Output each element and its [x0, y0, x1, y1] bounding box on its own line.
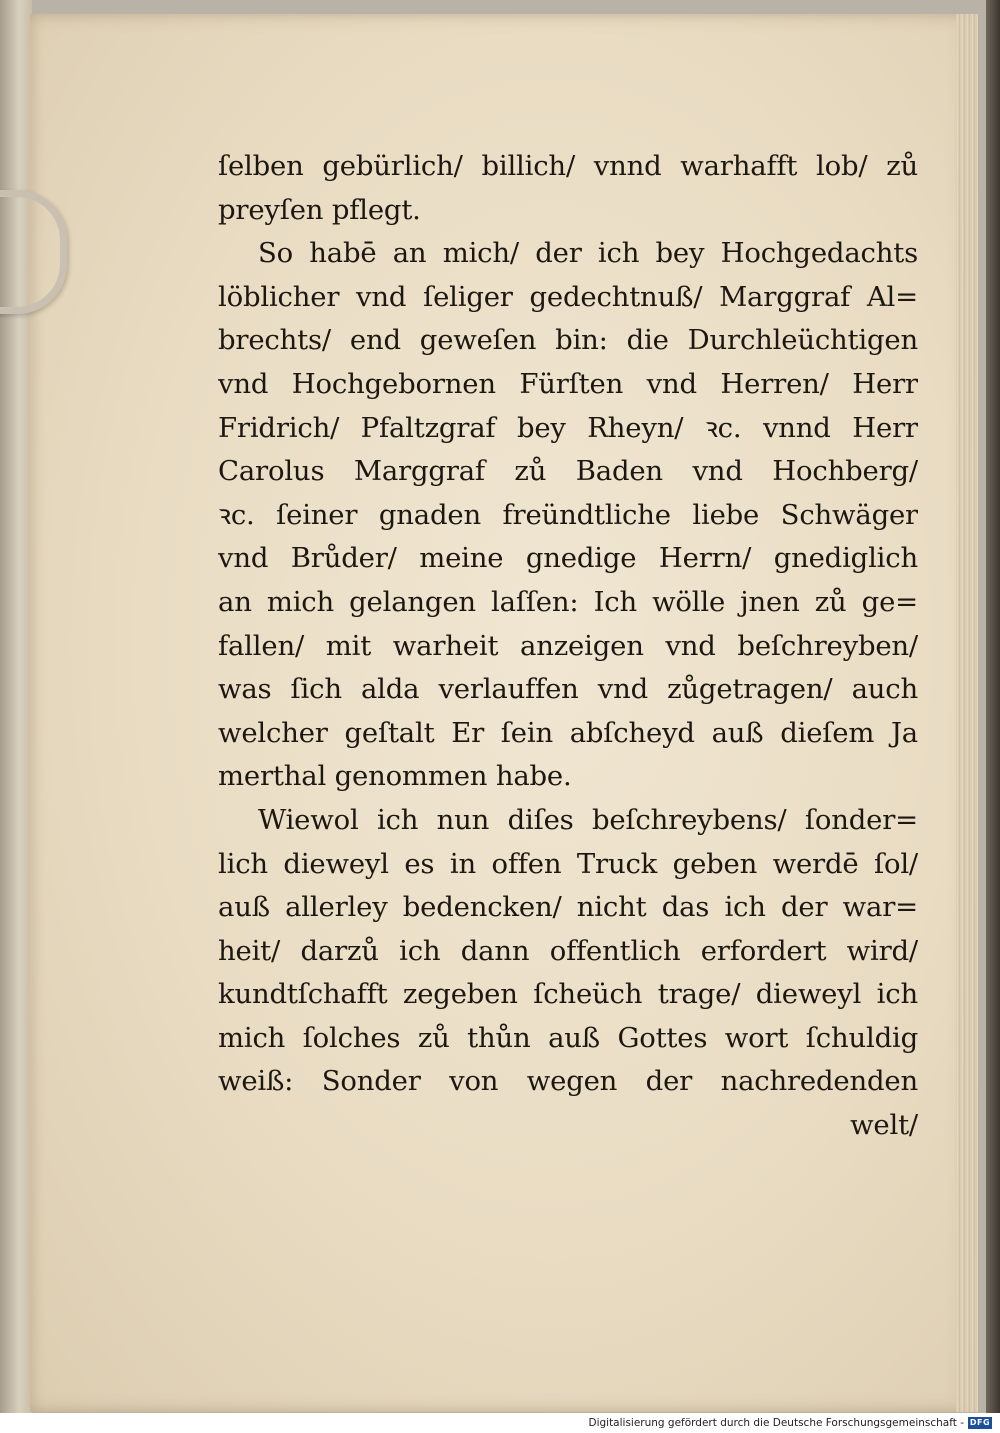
text-line: mich ſolches zů thůn auß Gottes wort ſchuldig — [218, 1021, 918, 1054]
text-line: vnd Hochgebornen Fürſten vnd Herren/ Herr — [218, 367, 918, 400]
text-line: heit/ darzů ich dann offentlich erfordert wird/ — [218, 934, 918, 967]
text-line: lich dieweyl es in offen Truck geben werdē ſol/ — [218, 847, 918, 880]
text-line: Carolus Marggraf zů Baden vnd Hochberg/ — [218, 455, 918, 488]
text-line: brechts/ end geweſen bin: die Durchleüchtigen — [218, 324, 918, 357]
catchword: welt/ — [850, 1109, 918, 1142]
text-line: merthal genommen habe. — [218, 760, 572, 793]
text-line: ꝛc. ſeiner gnaden freündtliche liebe Schwäger — [218, 498, 918, 531]
text-line: welcher geſtalt Er ſein abſcheyd auß dieſem Ja — [218, 716, 918, 749]
page-edge-stack — [956, 14, 978, 1412]
text-line: fallen/ mit warheit anzeigen vnd beſchreyben/ — [218, 629, 918, 662]
text-line: So habē an mich/ der ich bey Hochgedachts — [258, 237, 918, 270]
text-line: was ſich alda verlauffen vnd zůgetragen/ auch — [218, 673, 918, 706]
text-line: kundtſchafft zegeben ſcheüch trage/ dieweyl ich — [218, 978, 918, 1011]
funding-credit: Digitalisierung gefördert durch die Deutsche Forschungsgemeinschaft - — [588, 1417, 964, 1429]
text-line: an mich gelangen laſſen: Ich wölle jnen zů ge= — [218, 585, 918, 618]
dfg-logo-icon: DFG — [969, 1418, 991, 1427]
text-line: preyſen pflegt. — [218, 193, 421, 226]
text-line: ſelben gebürlich/ billich/ vnnd warhafft lob/ zů — [218, 150, 918, 182]
text-line: Wiewol ich nun diſes beſchreybens/ ſonder= — [258, 803, 918, 836]
text-line: auß allerley bedencken/ nicht das ich der war= — [218, 891, 918, 924]
text-line: weiß: Sonder von wegen der nachredenden — [218, 1065, 918, 1098]
text-line: löblicher vnd ſeliger gedechtnuß/ Marggraf Al= — [218, 280, 918, 313]
text-line: vnd Brůder/ meine gnedige Herrn/ gnediglich — [218, 542, 918, 575]
page-text — [218, 145, 918, 1148]
text-line: Fridrich/ Pfaltzgraf bey Rheyn/ ꝛc. vnnd Herr — [218, 411, 918, 444]
footer-bar — [0, 1413, 1000, 1433]
